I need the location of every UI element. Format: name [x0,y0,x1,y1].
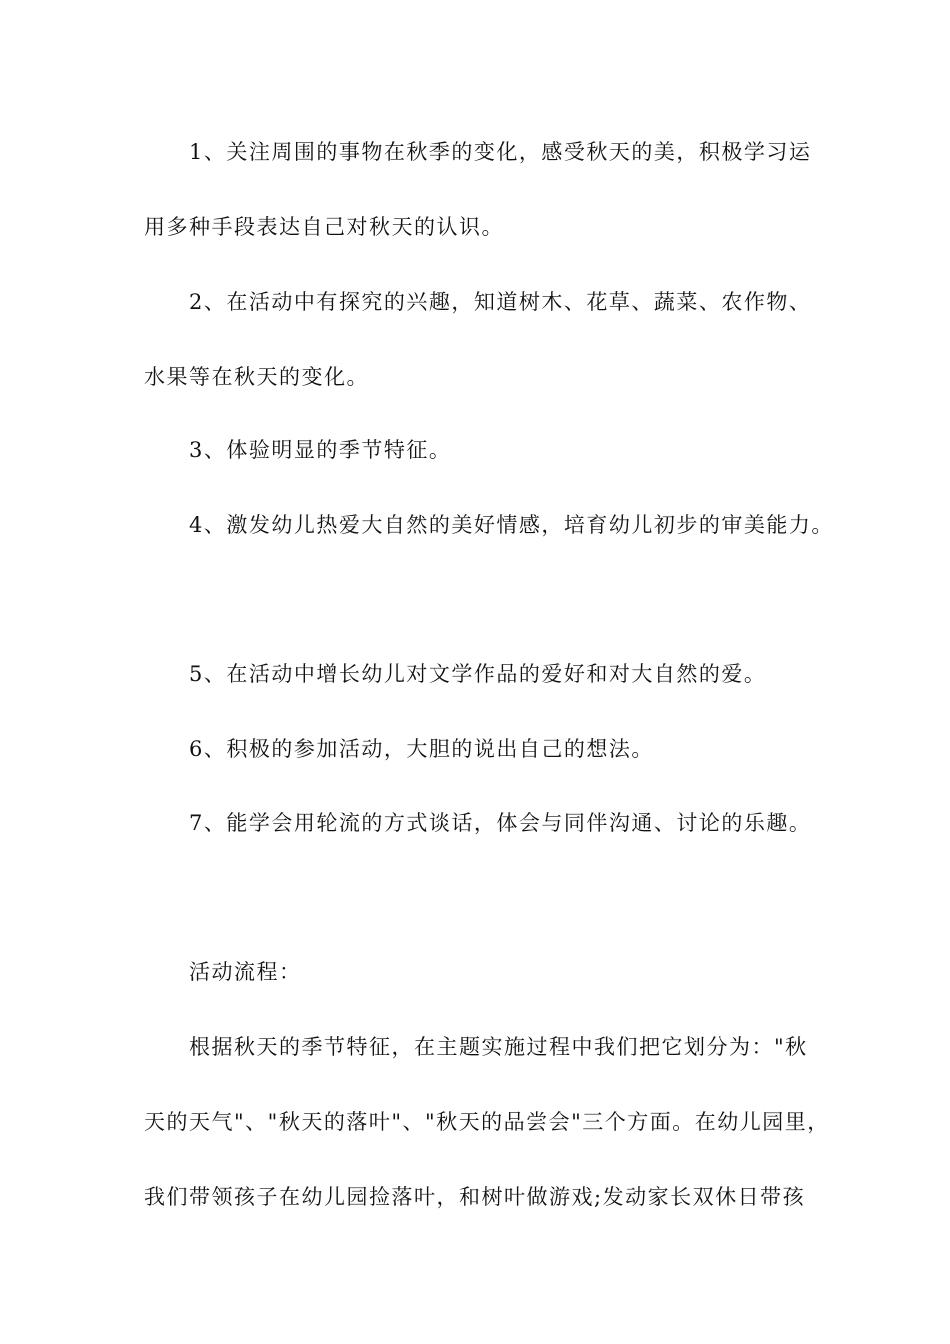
goal-6: 6、积极的参加活动，大胆的说出自己的想法。 [189,737,654,761]
goal-5: 5、在活动中增长幼儿对文学作品的爱好和对大自然的爱。 [189,662,767,686]
goal-3: 3、体验明显的季节特征。 [189,438,452,462]
goal-2-line-2: 水果等在秋天的变化。 [144,365,369,389]
flow-paragraph-line-2: 天的天气"、"秋天的落叶"、"秋天的品尝会"三个方面。在幼儿园里， [144,1110,830,1134]
goal-2-line-1: 2、在活动中有探究的兴趣，知道树木、花草、蔬菜、农作物、 [189,290,812,314]
goal-7: 7、能学会用轮流的方式谈话，体会与同伴沟通、讨论的乐趣。 [189,811,812,835]
flow-paragraph-line-3: 我们带领孩子在幼儿园捡落叶，和树叶做游戏;发动家长双休日带孩 [144,1185,806,1209]
goal-1-line-2: 用多种手段表达自己对秋天的认识。 [144,215,504,239]
goal-1-line-1: 1、关注周围的事物在秋季的变化，感受秋天的美，积极学习运 [189,140,812,164]
goal-4: 4、激发幼儿热爱大自然的美好情感，培育幼儿初步的审美能力。 [189,513,834,537]
section-heading-activity-flow: 活动流程： [189,960,302,984]
flow-paragraph-line-1: 根据秋天的季节特征，在主题实施过程中我们把它划分为："秋 [189,1035,808,1059]
